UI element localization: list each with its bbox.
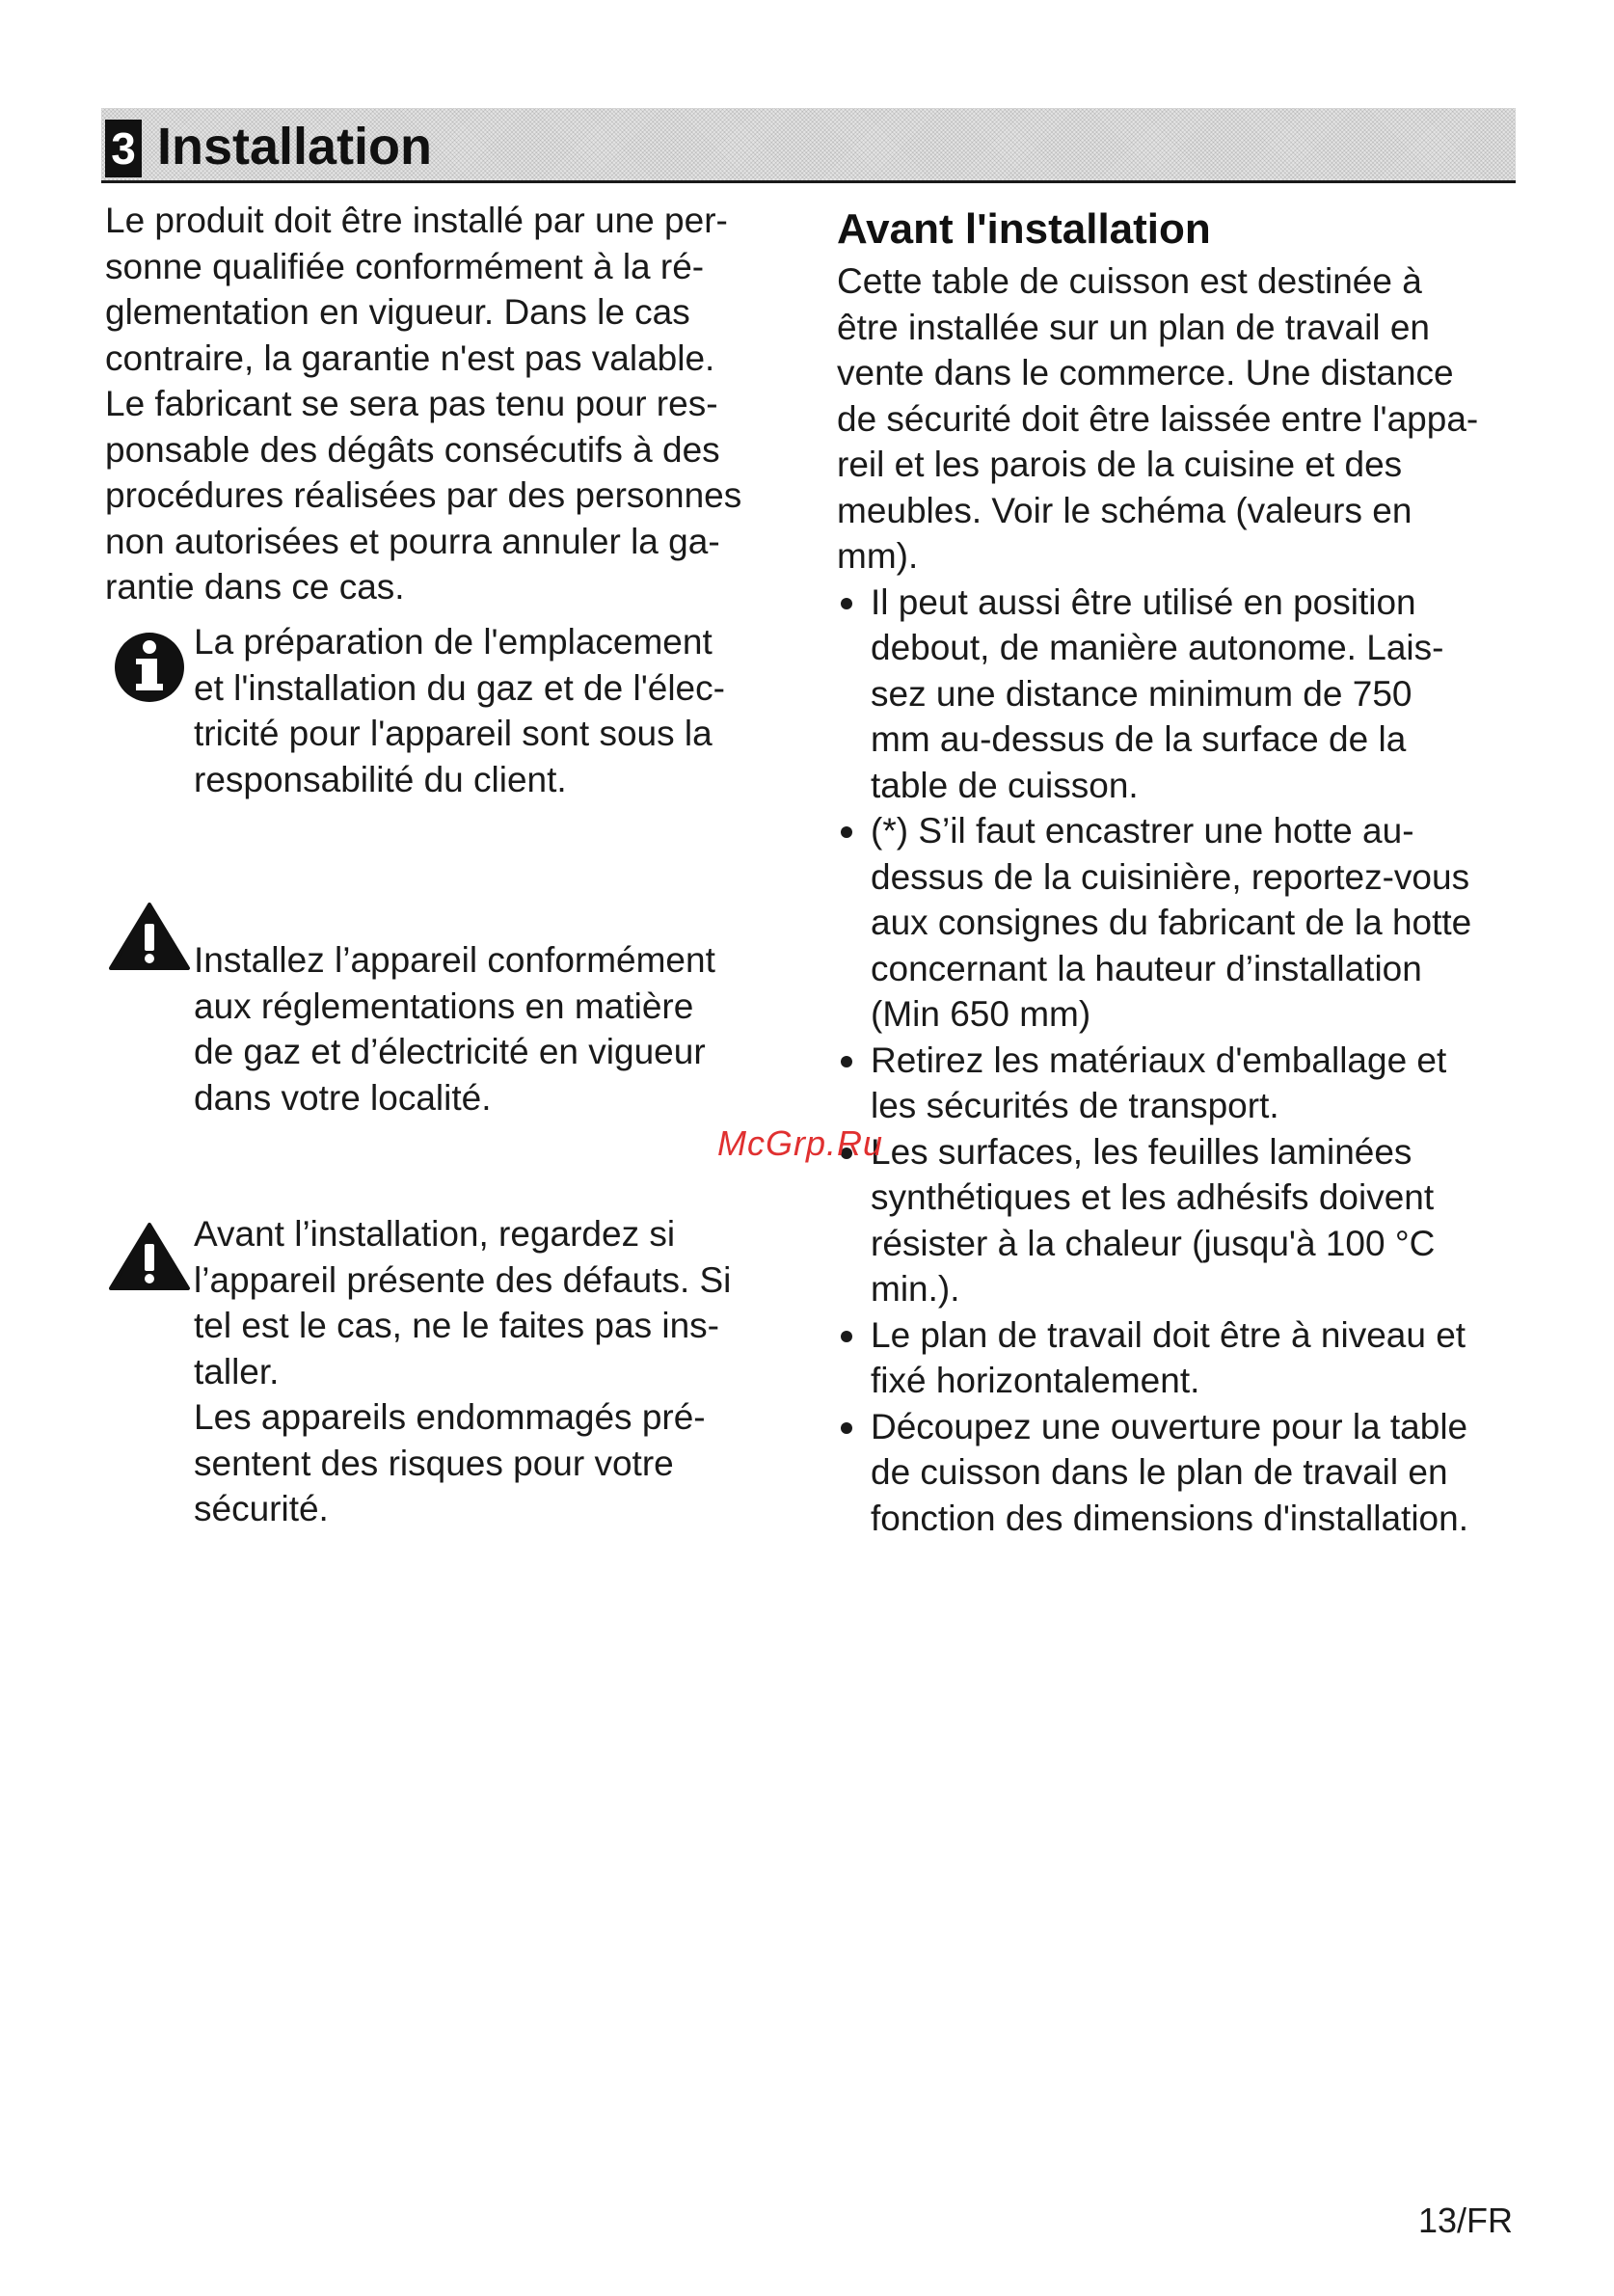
text-line: mm au-dessus de la surface de la: [871, 719, 1407, 759]
text-line: sez une distance minimum de 750: [871, 673, 1412, 714]
text-line: Retirez les matériaux d'emballage et: [871, 1040, 1447, 1080]
warning-icon: [108, 1221, 191, 1292]
bullet-icon: [841, 826, 852, 838]
text-line: de gaz et d’électricité en vigueur: [194, 1032, 706, 1071]
text-line: Avant l’installation, regardez si: [194, 1214, 676, 1254]
text-line: sécurité.: [194, 1489, 329, 1528]
text-line: l’appareil présente des défauts. Si: [194, 1259, 732, 1300]
text-line: tricité pour l'appareil sont sous la: [194, 714, 713, 753]
list-item: [837, 1038, 1521, 1129]
list-item: [837, 808, 1521, 1038]
text-line: de cuisson dans le plan de travail en: [871, 1452, 1448, 1492]
text-line: résister à la chaleur (jusqu'à 100 °C: [871, 1223, 1436, 1263]
text-line: procédures réalisées par des personnes: [105, 475, 742, 515]
page-number: 13/FR: [1417, 2201, 1513, 2240]
text-line: (*) S’il faut encastrer une hotte au-: [871, 811, 1414, 851]
text-line: vente dans le commerce. Une distance: [837, 353, 1454, 392]
text-line: glementation en vigueur. Dans le cas: [105, 292, 690, 332]
text-line: dessus de la cuisinière, reportez-vous: [871, 856, 1470, 897]
intro-paragraph: [105, 198, 741, 610]
text-line: de sécurité doit être laissée entre l'appa-: [837, 398, 1479, 439]
installation-bullet-list: [837, 580, 1521, 1542]
text-line: reil et les parois de la cuisine et des: [837, 445, 1403, 484]
warning-note-text: [194, 937, 715, 1121]
text-line: mm).: [837, 536, 919, 576]
text-line: taller.: [194, 1351, 280, 1391]
info-note-text: [194, 619, 725, 802]
list-item: [837, 1312, 1521, 1404]
text-line: sonne qualifiée conformément à la ré-: [105, 246, 705, 286]
section-title: Installation: [157, 118, 433, 176]
text-line: Les appareils endommagés pré-: [194, 1397, 706, 1437]
text-line: contraire, la garantie n'est pas valable.: [105, 338, 715, 378]
text-line: min.).: [871, 1269, 960, 1309]
right-column: [837, 193, 1521, 1541]
text-line: fonction des dimensions d'installation.: [871, 1498, 1468, 1538]
text-line: les sécurités de transport.: [871, 1086, 1279, 1125]
text-line: non autorisées et pourra annuler la ga-: [105, 521, 720, 561]
info-icon: [113, 631, 186, 704]
list-item: [837, 1404, 1521, 1542]
text-line: ponsable des dégâts consécutifs à des: [105, 429, 720, 470]
text-line: Cette table de cuisson est destinée à: [837, 261, 1422, 301]
watermark-link[interactable]: McGrp.Ru: [717, 1123, 884, 1163]
text-line: être installée sur un plan de travail en: [837, 307, 1430, 347]
text-line: La préparation de l'emplacement: [194, 622, 713, 662]
text-line: et l'installation du gaz et de l'élec-: [194, 667, 725, 708]
text-line: Il peut aussi être utilisé en position: [871, 581, 1416, 622]
text-line: Le plan de travail doit être à niveau et: [871, 1314, 1466, 1355]
text-line: tel est le cas, ne le faites pas ins-: [194, 1306, 719, 1345]
list-item: [837, 1129, 1521, 1312]
section-header: [101, 108, 1516, 183]
text-line: table de cuisson.: [871, 765, 1139, 805]
text-line: Le produit doit être installé par une per-: [105, 201, 728, 240]
warning-note-text: [194, 1211, 731, 1532]
text-line: aux consignes du fabricant de la hotte: [871, 903, 1472, 942]
text-line: rantie dans ce cas.: [105, 567, 405, 607]
bullet-icon: [841, 1331, 852, 1342]
text-line: (Min 650 mm): [871, 994, 1091, 1034]
bullet-icon: [841, 598, 852, 609]
text-line: responsabilité du client.: [194, 759, 567, 799]
subsection-heading: Avant l'installation: [837, 205, 1211, 253]
text-line: concernant la hauteur d’installation: [871, 948, 1422, 988]
text-line: fixé horizontalement.: [871, 1361, 1200, 1400]
bullet-icon: [841, 1056, 852, 1067]
text-line: aux réglementations en matière: [194, 986, 694, 1026]
section-number: 3: [105, 120, 142, 177]
text-line: Les surfaces, les feuilles laminées: [871, 1131, 1412, 1172]
text-line: debout, de manière autonome. Lais-: [871, 628, 1444, 667]
text-line: meubles. Voir le schéma (valeurs en: [837, 490, 1412, 530]
warning-icon: [108, 901, 191, 972]
text-line: dans votre localité.: [194, 1077, 492, 1118]
text-line: Découpez une ouverture pour la table: [871, 1406, 1468, 1446]
list-item: [837, 580, 1521, 809]
right-intro-paragraph: [837, 258, 1521, 580]
text-line: Le fabricant se sera pas tenu pour res-: [105, 384, 718, 423]
text-line: synthétiques et les adhésifs doivent: [871, 1177, 1435, 1217]
text-line: Installez l’appareil conformément: [194, 940, 715, 980]
text-line: sentent des risques pour votre: [194, 1443, 674, 1483]
bullet-icon: [841, 1422, 852, 1434]
